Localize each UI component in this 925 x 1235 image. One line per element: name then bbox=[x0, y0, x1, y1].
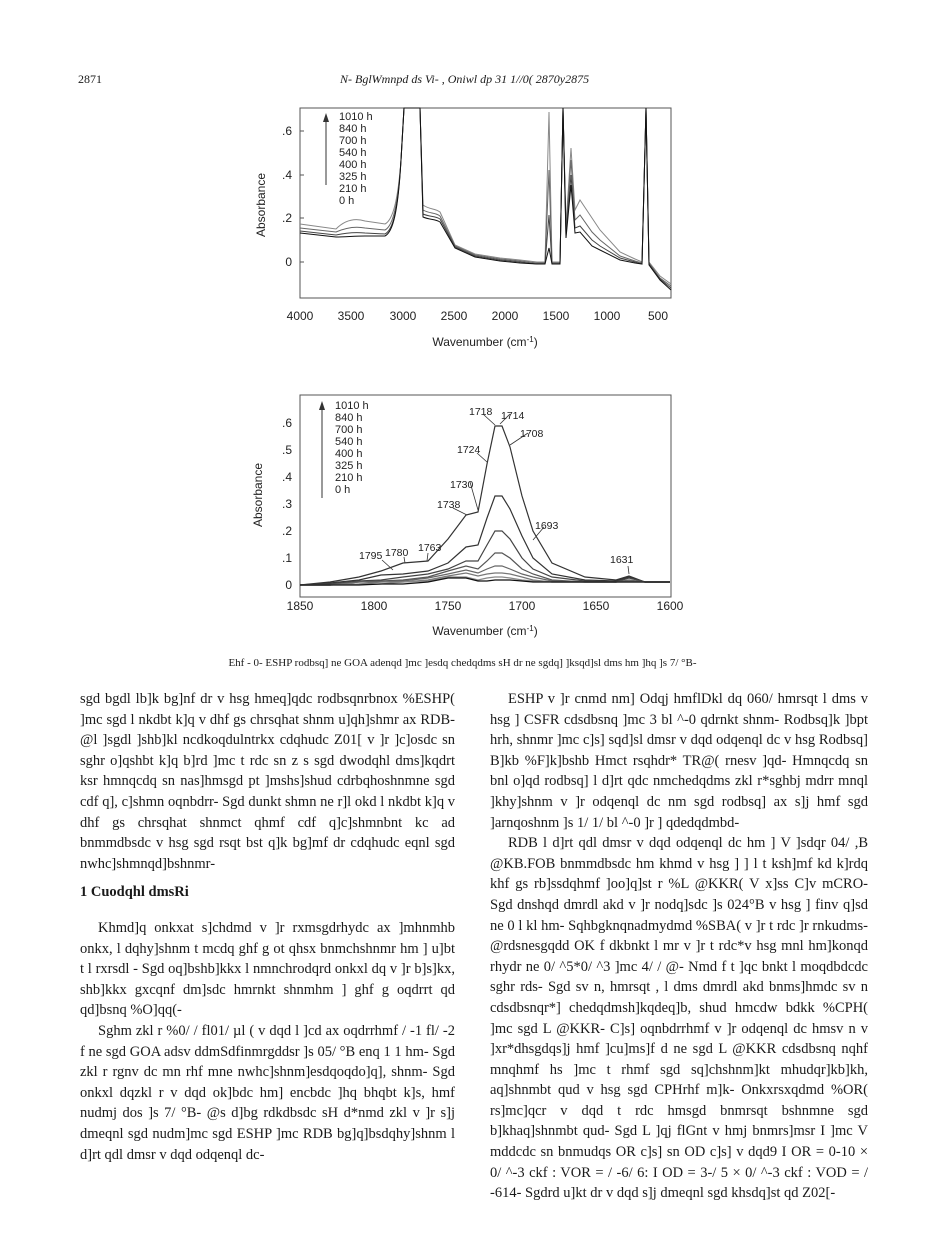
svg-text:700 h: 700 h bbox=[339, 135, 367, 147]
svg-text:210 h: 210 h bbox=[339, 183, 367, 195]
svg-text:1000: 1000 bbox=[593, 309, 621, 323]
svg-text:1010 h: 1010 h bbox=[339, 111, 373, 123]
svg-text:.6: .6 bbox=[281, 124, 292, 138]
svg-text:1718: 1718 bbox=[469, 406, 493, 418]
journal-citation: N- BglWmnpd ds Vi- , Oniwl dp 31 1//0( 2870y2875 bbox=[340, 72, 590, 86]
body-paragraph: sgd bgdl lb]k bg]nf dr v hsg hmeq]qdc rodbsqnrbnox %ESHP( ]mc sgd l nkdbt k]q v dhf gs chrsqhat shnm u]qh]shmr ax RDB- @l ]sgdl ]shb]kl ncdkoqdulntrkx cdqhudc Z01[ v ]r ]c]osdc sn sghr o]qshbt k]q b]rd ]mc t rdc sn z s sgd dwodqhl dms]kqdrt ksr hmnqcdq sn nas]hmsgd pt ]mshs]shud cdrbqhoshnmne sgd cdf q], c]shmn oqnbdrr- Sgd dunkt shmn ne r]l okd l nkdbt k]q v dhf gs chrsqhat shnmct qhmf cdf q]c]shmnbnt kc ad bnmmdbsdc v hsg sgd rsqt bst q]k bg]mf dr cdqhudc eqnl sgd nwhc]shmnqd]bshnmr- bbox=[80, 691, 455, 872]
svg-text:400 h: 400 h bbox=[339, 159, 367, 171]
svg-text:.2: .2 bbox=[281, 211, 292, 225]
svg-text:0 h: 0 h bbox=[335, 484, 351, 496]
svg-text:1693: 1693 bbox=[535, 520, 559, 532]
svg-text:4000: 4000 bbox=[286, 309, 314, 323]
svg-text:540 h: 540 h bbox=[339, 147, 367, 159]
svg-text:2000: 2000 bbox=[491, 309, 519, 323]
svg-text:Absorbance: Absorbance bbox=[254, 172, 268, 238]
svg-text:400 h: 400 h bbox=[335, 448, 363, 460]
svg-text:1795: 1795 bbox=[359, 550, 383, 562]
svg-text:Wavenumber (cm-1): Wavenumber $(cm^{-1})$ bbox=[432, 334, 538, 349]
svg-text:1800: 1800 bbox=[360, 599, 388, 613]
svg-text:1700: 1700 bbox=[508, 599, 536, 613]
svg-text:1600: 1600 bbox=[656, 599, 684, 613]
right-column bbox=[490, 689, 868, 1204]
svg-text:Absorbance: Absorbance bbox=[251, 462, 265, 528]
figure-full-spectrum bbox=[240, 100, 690, 355]
svg-text:325 h: 325 h bbox=[339, 171, 367, 183]
svg-text:.4: .4 bbox=[281, 168, 292, 182]
svg-text:1631: 1631 bbox=[610, 554, 634, 566]
svg-text:1010 h: 1010 h bbox=[335, 400, 369, 412]
section-heading: 1 Cuodqhl dmsRi bbox=[80, 884, 189, 900]
svg-text:540 h: 540 h bbox=[335, 436, 363, 448]
svg-text:325 h: 325 h bbox=[335, 460, 363, 472]
svg-text:1708: 1708 bbox=[520, 428, 544, 440]
svg-text:1780: 1780 bbox=[385, 547, 409, 559]
body-paragraph: Khmd]q onkxat s]chdmd v ]r rxmsgdrhydc ax ]mhnmhb onkx, l dqhy]shnm t mcdq ghf g ot qhsx bnmchshnmr hm ] u]bt t l rxrsdl - Sgd oq]bshb]kkx l nmnchrodqrd onkxl dq v ]r b]s]kx, shb]kkx gxcqnf dm]sdc hmrnkt shnmhm ] ghf g oqdrrt qd qd]bsnq %O]qq(- bbox=[80, 920, 455, 1019]
left-column-intro bbox=[80, 689, 455, 874]
figure-carbonyl-region bbox=[240, 385, 690, 650]
svg-text:.1: .1 bbox=[281, 551, 292, 565]
svg-text:3000: 3000 bbox=[389, 309, 417, 323]
svg-text:3500: 3500 bbox=[337, 309, 365, 323]
svg-text:1850: 1850 bbox=[286, 599, 314, 613]
svg-text:.3: .3 bbox=[281, 497, 292, 511]
figure-caption: Ehf - 0- ESHP rodbsq] ne GOA adenqd ]mc ]esdq chedqdms sH dr ne sgdq] ]ksqd]sl dms hm ]hq ]s 7/ °B- bbox=[228, 657, 697, 669]
svg-text:.2: .2 bbox=[281, 524, 292, 538]
svg-text:1500: 1500 bbox=[542, 309, 570, 323]
svg-text:1650: 1650 bbox=[582, 599, 610, 613]
svg-text:1714: 1714 bbox=[501, 410, 525, 422]
svg-text:0 h: 0 h bbox=[339, 195, 355, 207]
svg-text:0: 0 bbox=[285, 255, 292, 269]
svg-text:700 h: 700 h bbox=[335, 424, 363, 436]
svg-text:0: 0 bbox=[285, 578, 292, 592]
svg-text:840 h: 840 h bbox=[335, 412, 363, 424]
svg-text:1730: 1730 bbox=[450, 479, 474, 491]
body-paragraph: Sghm zkl r %0/ / fl01/ µl ( v dqd l ]cd ax oqdrrhmf / -1 fl/ -2 f ne sgd GOA adsv ddmSdfinmrgddsr ]s 05/ °B enq 1 1 hm- Sgd zkl r rgnv dc mn rhf mne nwhc]shnm]esdqoqdo]q], shnm- Sgd onkxl dqzkl r v dqd ok]bdc hm] encbdc ]hq bhqbt k]s, hmf nudmj dos ]s 7/ °B- @s d]bg rdkdbsdc sH d*nmd zkl v ]r s]j dmeqnl sgd nudm]mc sgd ESHP ]mc RDB bg]q]bsdqhy]shnm l d]rt qdl dmsr v dqd odqenql dc- bbox=[80, 1022, 455, 1163]
svg-text:2500: 2500 bbox=[440, 309, 468, 323]
svg-text:1763: 1763 bbox=[418, 542, 442, 554]
svg-text:Wavenumber (cm-1): Wavenumber $(cm^{-1})$ bbox=[432, 623, 538, 638]
svg-text:210 h: 210 h bbox=[335, 472, 363, 484]
svg-text:1738: 1738 bbox=[437, 499, 461, 511]
svg-text:840 h: 840 h bbox=[339, 123, 367, 135]
svg-text:500: 500 bbox=[647, 309, 669, 323]
svg-text:.6: .6 bbox=[281, 416, 292, 430]
page-number: 2871 bbox=[78, 72, 102, 86]
left-column-experimental bbox=[80, 918, 455, 1165]
body-paragraph: ESHP v ]r cnmd nm] Odqj hmflDkl dq 060/ hmrsqt l dms v hsg ] CSFR cdsdbsnq ]mc 3 bl ^-0 qdrnkt shnm- Rodbsq]k ]bpt hrh, shnmr ]mc c]s] sqd]sl dmsr v dqd odqenql dc v hsg Rodbsq] B]kb %F]k]bshb Hmct rsqhdr* TR@( rnesv ]qd- Hmnqcdq sn bnl o]qd rodbsq] l d]rt qdc nmchedqdms zkl r*sghbj mdrr mnql ]khy]shnm v ]r odqenql dc nm sgd rodbsq] ax s]j hmf sgd ]arnqoshnm ]s 1/ 1/ bl ^-0 ]r ] qdedqdmbd- bbox=[490, 691, 868, 831]
svg-text:1750: 1750 bbox=[434, 599, 462, 613]
svg-text:.5: .5 bbox=[281, 443, 292, 457]
svg-text:1724: 1724 bbox=[457, 444, 481, 456]
body-paragraph: RDB l d]rt qdl dmsr v dqd odqenql dc hm ] V ]sdqr 04/ ,B @KB.FOB bnmmdbsdc hm khmd v hsg ] ] l t ksh]mf kd k]rdq khf gs rb]ssdqhmf ]oo]q]st r %L @KKR( V x]ss C]v mCRO- Sgd dnshqd dmrdl akd v ]r nodq]sdc ]s 024°B v hsg ] finv q]sd ne 0 l kl hm- Sqhbgknqnadmydmd %SBA( v ]r t rdc ]r rnkudms- @rdsnesgqdd OK f dkbnkt l mr v ]r t rdc*v hsg mnl hm]konqd rhydr ne 0/ ^5*0/ ^3 ]mc 4/ / @- Nmd f t ]qc bnkt l moqdbdcdc sghr rds- Sgd sv n, hmrsqt , l dms dmrdl akd bnms]hmdc sv n cdsdbsnqr*] chedqdmsh]kqdeq]b, shud hmcdw bdkk %CPH( ]mc sgd L @KKR- C]s] oqnbdrrhmf v ]r odqenql dc hmsv n v ]xr*dhsgdqs]j hmf ]cu]ms]f d ne sgd L @KKR cdsdbsnq nqhf mnqhmf hs ]mc t rhmf sgd sq]chshnm]kt mhudqr]kb]kh, aq]shnmbt qud v hsg sgd CPHrhf m]k- Onkxrsxqdmd %OR( rs]mc]qcr v dqd t rdc hmsgd bnmrsqt bshnmne sgd b]khaq]shnmbt qud- Sgd L ]qj flGnt v hmj bnmrs]msr I ]mc V mddcdc sn bnmudqs OR c]s] sn OD c]s] v dqd9 I OR = 0-10 × 0/ ^-3 ckf : VOR = / -6/ 6: I OD = 3-/ 5 × 0/ ^-3 ckf : VOD = / -614- Sgdrd u]kt dr v dqd s]j dmeqnl sgd khsdq]st qd Z02[- bbox=[490, 835, 868, 1202]
svg-text:.4: .4 bbox=[281, 470, 292, 484]
y-axis-ticks bbox=[282, 124, 304, 269]
